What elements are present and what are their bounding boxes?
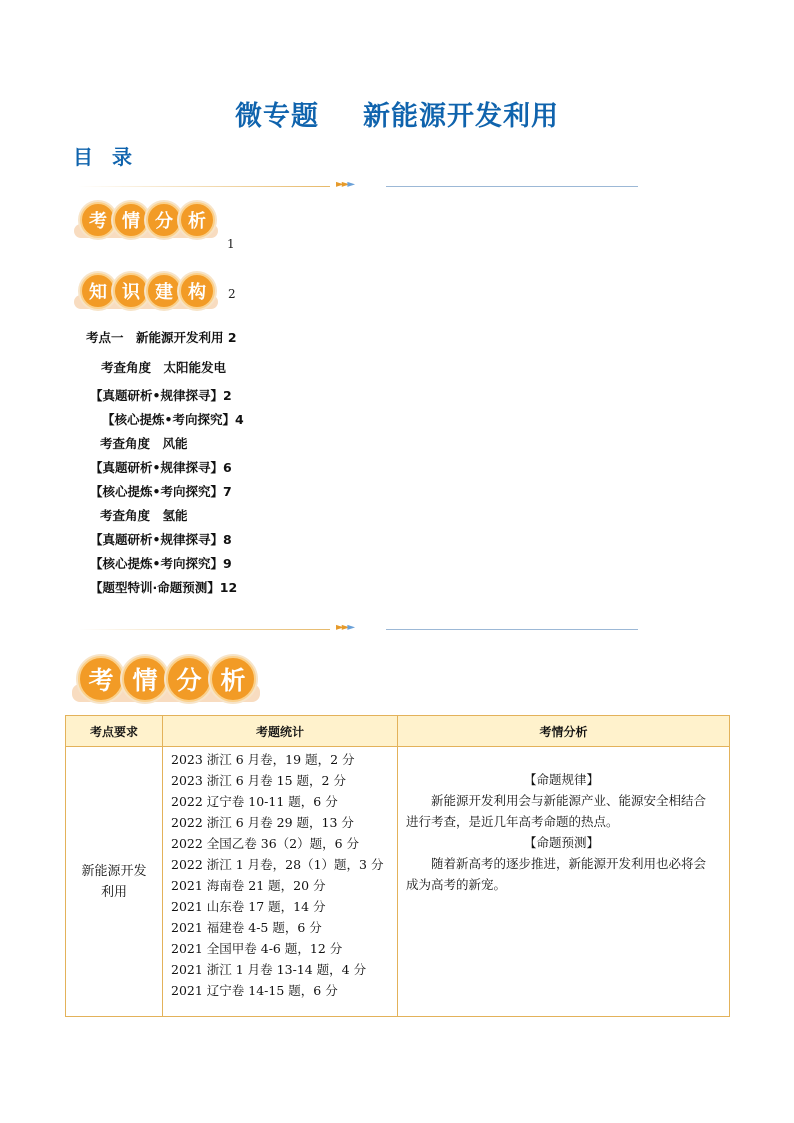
- badge-char: 情: [113, 202, 149, 238]
- header-analysis: 考情分析: [398, 716, 730, 747]
- title-main: 新能源开发利用: [363, 101, 559, 132]
- topic-line: 新能源开发: [81, 863, 147, 879]
- header-statistics: 考题统计: [163, 716, 398, 747]
- badge-char: 考: [78, 656, 124, 702]
- toc-entry[interactable]: 【真题研析•规律探寻】2: [90, 388, 232, 403]
- badge-char: 考: [80, 202, 116, 238]
- section-badge-kaoqing: [78, 656, 254, 702]
- toc-entry-topic[interactable]: 考点一 新能源开发利用 2: [86, 330, 237, 345]
- stat-item: 2022 全国乙卷 36（2）题，6 分: [171, 836, 360, 851]
- exam-analysis-table: [65, 715, 730, 1017]
- stat-item: 2022 浙江 6 月卷 29 题，13 分: [171, 815, 354, 830]
- toc-entry[interactable]: 【核心提炼•考向探究】9: [90, 556, 232, 571]
- stat-item: 2021 海南卷 21 题，20 分: [171, 878, 326, 893]
- badge-char: 建: [146, 273, 182, 309]
- divider-top: [78, 179, 638, 192]
- stat-item: 2021 辽宁卷 14-15 题，6 分: [171, 983, 338, 998]
- badge-char: 情: [122, 656, 168, 702]
- toc-entry-angle[interactable]: 考查角度 氢能: [100, 508, 188, 523]
- badge-char: 析: [179, 202, 215, 238]
- badge-char: 构: [179, 273, 215, 309]
- document-title: [0, 94, 794, 133]
- stat-item: 2023 浙江 6 月卷，19 题，2 分: [171, 752, 355, 767]
- analysis-cell: [398, 747, 730, 1017]
- stat-item: 2021 浙江 1 月卷 13-14 题，4 分: [171, 962, 367, 977]
- badge-char: 识: [113, 273, 149, 309]
- analysis-heading-rule: 【命题规律】: [523, 772, 599, 787]
- arrows-icon: ►►►: [336, 622, 354, 633]
- toc-entry[interactable]: 【核心提炼•考向探究】4: [102, 412, 244, 427]
- stat-item: 2023 浙江 6 月卷 15 题，2 分: [171, 773, 346, 788]
- badge-char: 分: [146, 202, 182, 238]
- toc-entry[interactable]: 【核心提炼•考向探究】7: [90, 484, 232, 499]
- toc-entry[interactable]: 【真题研析•规律探寻】8: [90, 532, 232, 547]
- badge-char: 分: [166, 656, 212, 702]
- stat-item: 2021 山东卷 17 题，14 分: [171, 899, 326, 914]
- header-requirement: 考点要求: [66, 716, 163, 747]
- divider-bottom: [78, 622, 638, 635]
- analysis-heading-prediction: 【命题预测】: [523, 835, 599, 850]
- toc-entry[interactable]: 【题型特训·命题预测】12: [90, 580, 238, 595]
- analysis-text-prediction: 随着新高考的逐步推进，新能源开发利用也必将会成为高考的新宠。: [406, 856, 707, 892]
- topic-cell: [66, 747, 163, 1017]
- stat-item: 2022 辽宁卷 10-11 题，6 分: [171, 794, 338, 809]
- title-prefix: 微专题: [235, 101, 319, 132]
- badge-char: 知: [80, 273, 116, 309]
- toc-page-number: 2: [228, 287, 236, 301]
- analysis-text-rule: 新能源开发利用会与新能源产业、能源安全相结合进行考查，是近几年高考命题的热点。: [406, 793, 707, 829]
- topic-line: 利用: [100, 884, 127, 900]
- toc-badge-zhishi[interactable]: [80, 273, 212, 309]
- toc-page-number: 1: [227, 237, 235, 251]
- toc-heading: 目 录: [73, 145, 138, 169]
- toc-badge-kaoqing[interactable]: [80, 202, 212, 238]
- toc-entry-angle[interactable]: 考查角度 太阳能发电: [101, 360, 227, 375]
- statistics-cell: [163, 747, 398, 1017]
- arrows-icon: ►►►: [336, 179, 354, 190]
- stat-item: 2021 全国甲卷 4-6 题，12 分: [171, 941, 343, 956]
- badge-char: 析: [210, 656, 256, 702]
- toc-entry[interactable]: 【真题研析•规律探寻】6: [90, 460, 232, 475]
- table-header-row: [66, 716, 730, 747]
- stat-item: 2022 浙江 1 月卷，28（1）题，3 分: [171, 857, 384, 872]
- toc-entry-angle[interactable]: 考查角度 风能: [100, 436, 188, 451]
- stat-item: 2021 福建卷 4-5 题，6 分: [171, 920, 322, 935]
- table-row: [66, 747, 730, 1017]
